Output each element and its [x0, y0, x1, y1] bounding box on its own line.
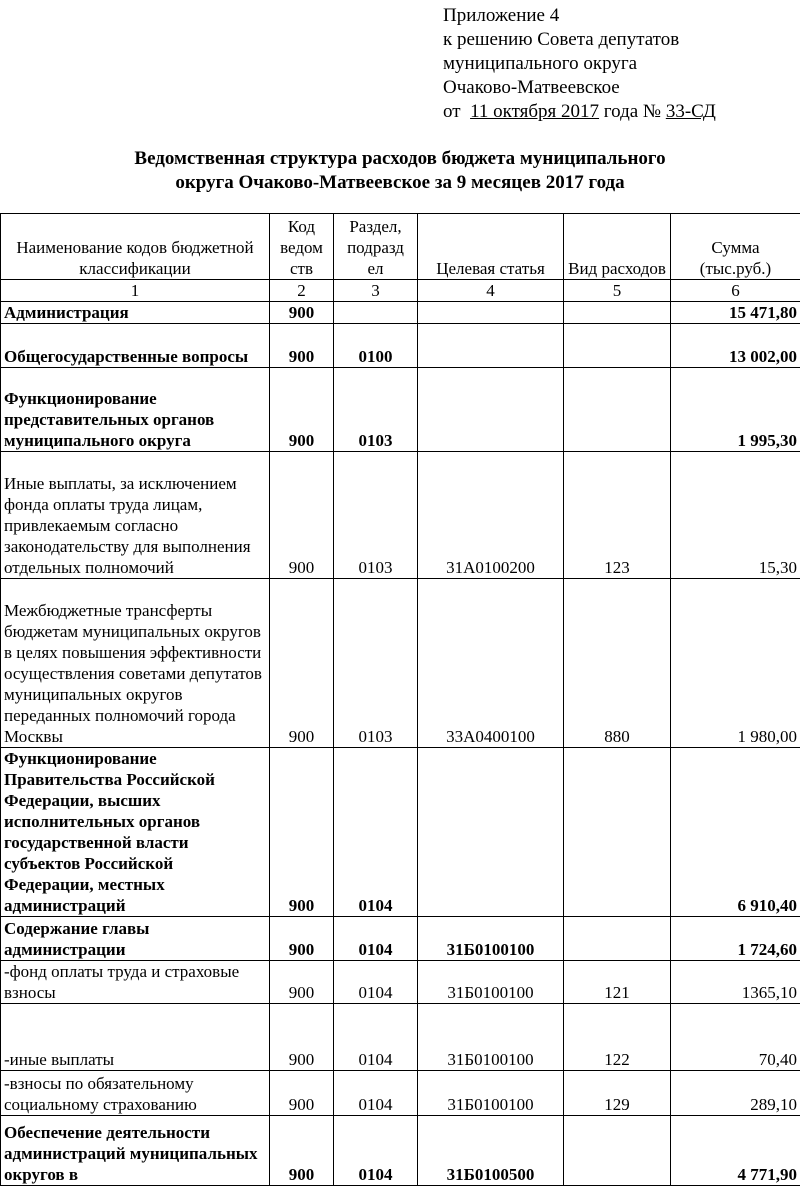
cell-sum: 6 910,40: [671, 748, 800, 917]
cell-sum: 15 471,80: [671, 302, 800, 324]
cell-name: Администрация: [1, 302, 270, 324]
cell-section: 0104: [334, 1071, 418, 1116]
table-row: [1, 302, 800, 324]
cell-name: -фонд оплаты труда и страховые взносы: [1, 961, 270, 1004]
cell-section: 0103: [334, 452, 418, 579]
cell-type: [564, 1116, 671, 1186]
cell-section: 0104: [334, 1004, 418, 1071]
header-cell: Сумма (тыс.руб.): [671, 214, 800, 280]
table-row: [1, 324, 800, 368]
cell-name: Содержание главы администрации: [1, 917, 270, 961]
cell-dept: 900: [270, 579, 334, 748]
cell-type: [564, 917, 671, 961]
table-row: [1, 748, 800, 917]
cell-name: Общегосударственные вопросы: [1, 324, 270, 368]
cell-section: 0104: [334, 748, 418, 917]
header-row: [1, 214, 800, 280]
column-number: 3: [334, 280, 418, 302]
appendix-line: муниципального округа: [443, 53, 638, 74]
cell-type: [564, 748, 671, 917]
cell-name: Функционирование представительных органов муниципального округа: [1, 368, 270, 452]
header-cell: Наименование кодов бюджетной классификации: [1, 214, 270, 280]
cell-target: [418, 324, 564, 368]
cell-dept: 900: [270, 961, 334, 1004]
table-row: [1, 452, 800, 579]
expenditure-table: [0, 213, 800, 1186]
header-cell: Раздел, подразд ел: [334, 214, 418, 280]
cell-sum: 13 002,00: [671, 324, 800, 368]
cell-sum: 4 771,90: [671, 1116, 800, 1186]
cell-target: 31Б0100100: [418, 1071, 564, 1116]
table-row: [1, 1071, 800, 1116]
column-number: 6: [671, 280, 800, 302]
table-row: [1, 961, 800, 1004]
cell-dept: 900: [270, 1116, 334, 1186]
header-cell: Код ведом ств: [270, 214, 334, 280]
header-cell: Вид расходов: [564, 214, 671, 280]
cell-name: -взносы по обязательному социальному страхованию: [1, 1071, 270, 1116]
appendix-line: к решению Совета депутатов: [443, 29, 680, 50]
appendix-date-line: [443, 100, 716, 124]
cell-dept: 900: [270, 368, 334, 452]
title-line: округа Очаково-Матвеевское за 9 месяцев 2017 года: [175, 172, 625, 193]
cell-name: Иные выплаты, за исключением фонда оплаты труда лицам, привлекаемым согласно законодательству для выполнения отдельных полномочий: [1, 452, 270, 579]
appendix-block: [443, 4, 716, 124]
column-number: 4: [418, 280, 564, 302]
cell-section: 0103: [334, 368, 418, 452]
cell-target: 31Б0100100: [418, 1004, 564, 1071]
cell-target: [418, 748, 564, 917]
cell-type: [564, 324, 671, 368]
cell-section: 0104: [334, 961, 418, 1004]
cell-dept: 900: [270, 302, 334, 324]
cell-type: 121: [564, 961, 671, 1004]
cell-target: [418, 302, 564, 324]
cell-target: 31Б0100500: [418, 1116, 564, 1186]
table-row: [1, 368, 800, 452]
date-prefix: от: [443, 101, 461, 122]
cell-type: 880: [564, 579, 671, 748]
cell-type: 129: [564, 1071, 671, 1116]
cell-dept: 900: [270, 452, 334, 579]
cell-dept: 900: [270, 917, 334, 961]
cell-target: 31Б0100100: [418, 961, 564, 1004]
title-line: Ведомственная структура расходов бюджета муниципального: [134, 148, 666, 169]
appendix-line: Приложение 4: [443, 5, 560, 26]
cell-dept: 900: [270, 324, 334, 368]
cell-section: [334, 302, 418, 324]
cell-target: [418, 368, 564, 452]
cell-sum: 1 995,30: [671, 368, 800, 452]
date-mid: года №: [603, 101, 662, 122]
cell-section: 0104: [334, 1116, 418, 1186]
cell-section: 0100: [334, 324, 418, 368]
table-row: [1, 1004, 800, 1071]
decision-date: 11 октября 2017: [470, 101, 600, 122]
table-row: [1, 1116, 800, 1186]
cell-section: 0104: [334, 917, 418, 961]
appendix-line: Очаково-Матвеевское: [443, 77, 620, 98]
column-number: 1: [1, 280, 270, 302]
header-cell: Целевая статья: [418, 214, 564, 280]
table-row: [1, 579, 800, 748]
cell-name: -иные выплаты: [1, 1004, 270, 1071]
cell-sum: 70,40: [671, 1004, 800, 1071]
cell-target: 31Б0100100: [418, 917, 564, 961]
cell-section: 0103: [334, 579, 418, 748]
cell-sum: 1365,10: [671, 961, 800, 1004]
table-body: [1, 214, 800, 1186]
cell-dept: 900: [270, 748, 334, 917]
cell-name: Межбюджетные трансферты бюджетам муниципальных округов в целях повышения эффективности осуществления советами депутатов муниципальных округов переданных полномочий города Москвы: [1, 579, 270, 748]
cell-dept: 900: [270, 1071, 334, 1116]
cell-type: [564, 368, 671, 452]
cell-dept: 900: [270, 1004, 334, 1071]
cell-type: 122: [564, 1004, 671, 1071]
cell-type: 123: [564, 452, 671, 579]
cell-name: Функционирование Правительства Российской Федерации, высших исполнительных органов государственной власти субъектов Российской Федерации, местных администраций: [1, 748, 270, 917]
cell-name: Обеспечение деятельности администраций муниципальных округов в: [1, 1116, 270, 1186]
column-number: 5: [564, 280, 671, 302]
column-number-row: [1, 280, 800, 302]
document-title: [0, 147, 800, 195]
decision-number: 33-СД: [665, 101, 716, 122]
cell-sum: 289,10: [671, 1071, 800, 1116]
cell-sum: 1 724,60: [671, 917, 800, 961]
cell-sum: 15,30: [671, 452, 800, 579]
cell-type: [564, 302, 671, 324]
cell-sum: 1 980,00: [671, 579, 800, 748]
cell-target: 33А0400100: [418, 579, 564, 748]
table-row: [1, 917, 800, 961]
cell-target: 31А0100200: [418, 452, 564, 579]
column-number: 2: [270, 280, 334, 302]
